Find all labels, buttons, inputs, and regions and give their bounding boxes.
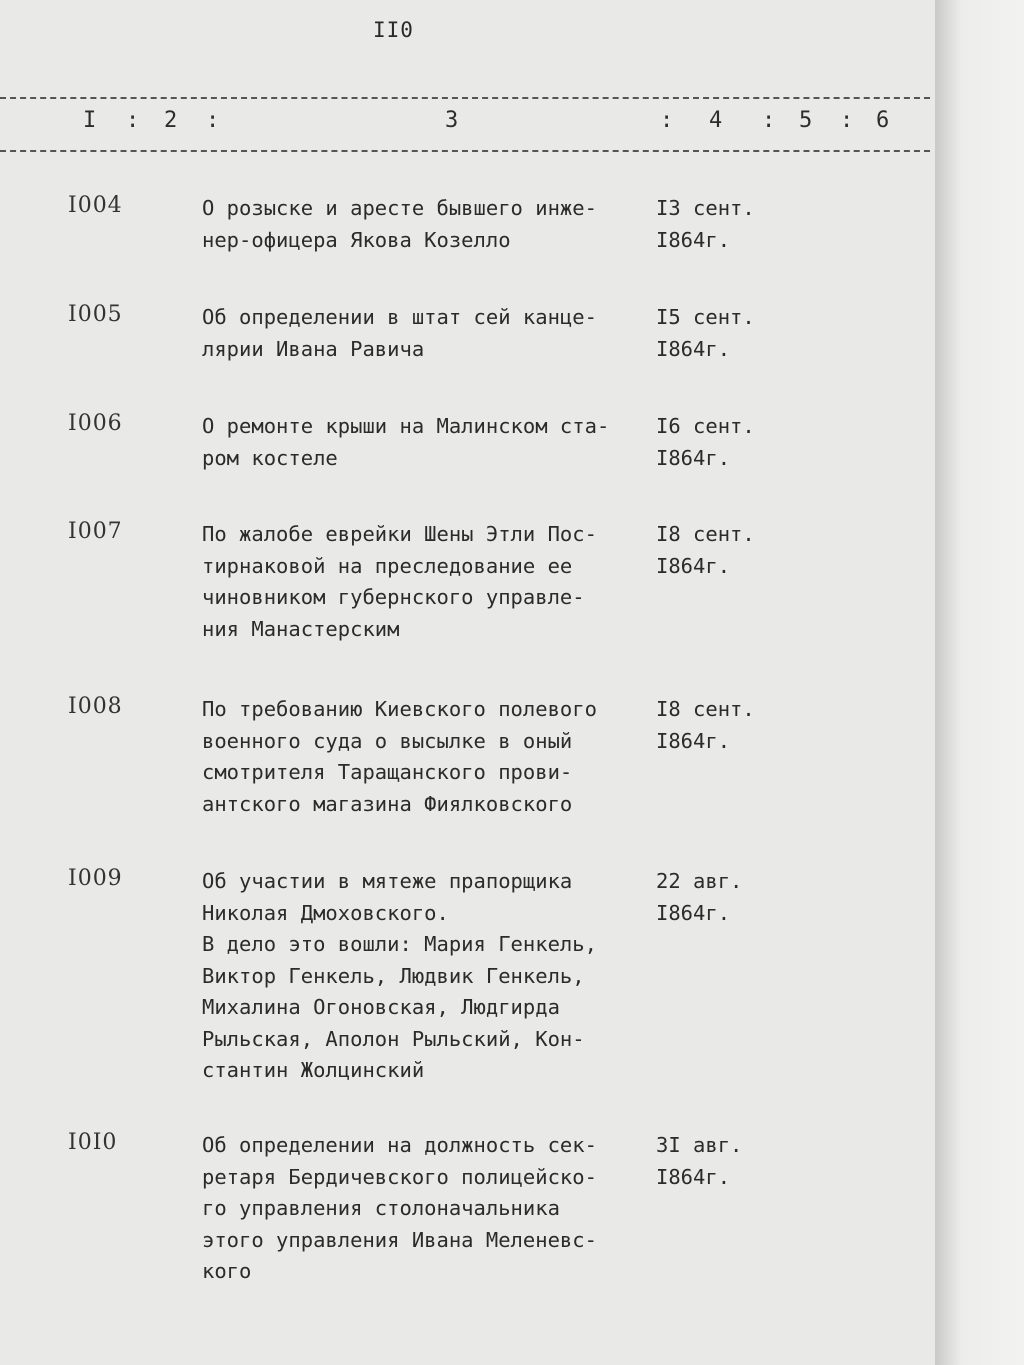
column-separator: : <box>206 108 220 133</box>
header-rule-bottom <box>0 150 930 152</box>
column-separator: : <box>840 108 854 133</box>
case-date: 3I авг. I864г. <box>656 1133 743 1189</box>
case-number: I0I0 <box>68 1130 118 1155</box>
page-edge-background <box>935 0 1024 1365</box>
column-header-6: 6 <box>876 108 890 133</box>
header-rule-top <box>0 97 930 99</box>
case-date: I5 сент. I864г. <box>656 305 755 361</box>
column-header-5: 5 <box>799 108 813 133</box>
page-number: II0 <box>373 18 414 42</box>
case-description: Об определении в штат сей канце- лярии Ивана Равича <box>202 305 597 361</box>
column-separator: : <box>762 108 776 133</box>
case-description: По требованию Киевского полевого военного суда о высылке в оный смотрителя Таращанского прови- антского магазина Фиялковского <box>202 697 597 816</box>
column-header-4: 4 <box>709 108 723 133</box>
column-separator: : <box>660 108 674 133</box>
case-date: I8 сент. I864г. <box>656 697 755 753</box>
case-description: Об участии в мятеже прапорщика Николая Дмоховского. В дело это вошли: Мария Генкель, Виктор Генкель, Людвик Генкель, Михалина Огоновская, Людгирда Рыльская, Аполон Рыльский, Кон- стантин Жолцинский <box>202 869 597 1082</box>
case-description: О розыске и аресте бывшего инже- нер-офицера Якова Козелло <box>202 196 597 252</box>
case-date: 22 авг. I864г. <box>656 869 743 925</box>
case-number: I004 <box>68 193 123 218</box>
case-number: I005 <box>68 302 123 327</box>
column-header-1: I <box>83 108 97 133</box>
column-separator: : <box>126 108 140 133</box>
case-description: Об определении на должность сек- ретаря Бердичевского полицейско- го управления столоначальника этого управления Ивана Меленевс- кого <box>202 1133 597 1283</box>
column-header-2: 2 <box>164 108 178 133</box>
case-date: I3 сент. I864г. <box>656 196 755 252</box>
case-date: I8 сент. I864г. <box>656 522 755 578</box>
column-header-3: 3 <box>445 108 459 133</box>
case-description: О ремонте крыши на Малинском ста- ром костеле <box>202 414 610 470</box>
case-number: I007 <box>68 519 123 544</box>
case-number: I006 <box>68 411 123 436</box>
case-description: По жалобе еврейки Шены Этли Пос- тирнаковой на преследование ее чиновником губернского управле- ния Манастерским <box>202 522 597 641</box>
case-number: I009 <box>68 866 123 891</box>
case-date: I6 сент. I864г. <box>656 414 755 470</box>
case-number: I008 <box>68 694 123 719</box>
